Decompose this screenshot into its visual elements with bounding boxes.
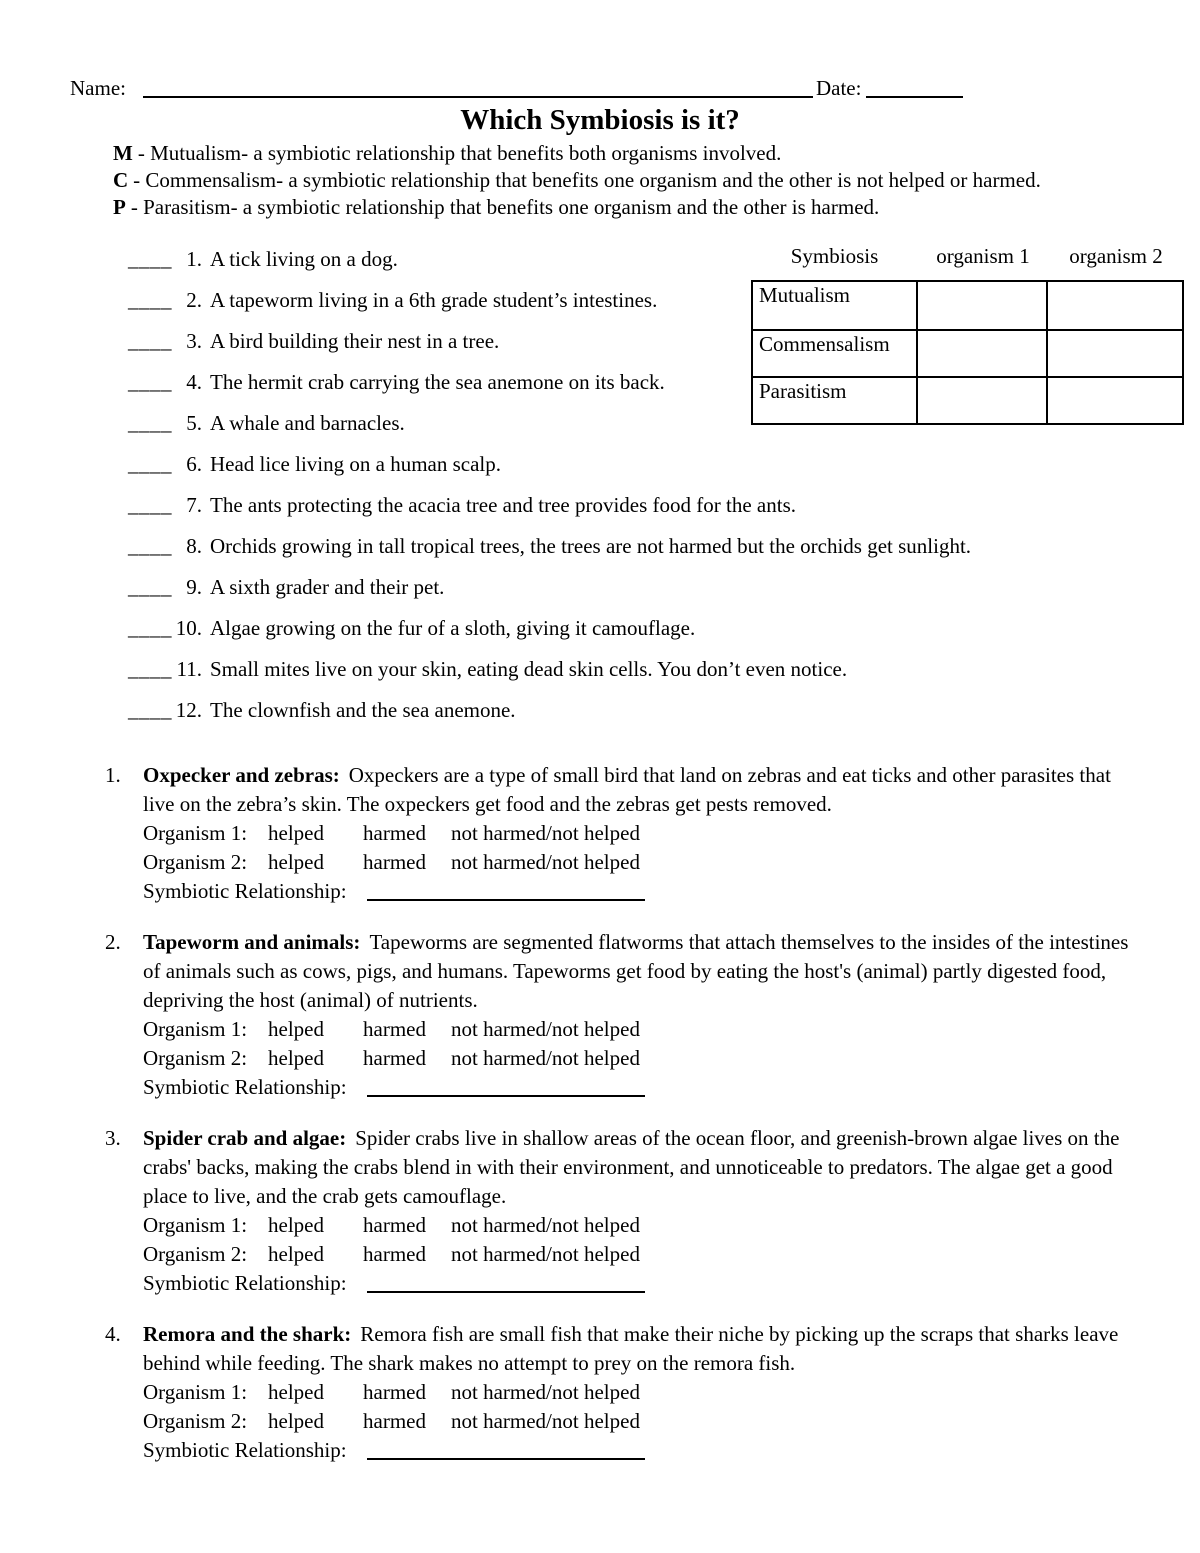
section-text: Remora fish are small fish that make their niche by picking up the scraps that sharks leave behind while feeding. The shark makes no attempt to prey on the remora fish. <box>143 1322 1119 1375</box>
organism-1-label: Organism 1: <box>143 1017 248 1041</box>
section-text: Tapeworms are segmented flatworms that attach themselves to the insides of the intestines of animals such as cows, pigs, and humans. Tapeworms get food by eating the host's (animal) partly digested food, depriving the host (animal) of nutrients. <box>143 930 1129 1012</box>
organism-1-label: Organism 1: <box>143 1380 248 1404</box>
symbiosis-table-headers <box>751 243 1184 269</box>
item-text: The ants protecting the acacia tree and tree provides food for the ants. <box>210 493 797 517</box>
section-text: Spider crabs live in shallow areas of the ocean floor, and greenish-brown algae lives on the crabs' backs, making the crabs blend in with their environment, and unnoticeable to predators. The algae get a good place to live, and the crab gets camouflage. <box>143 1126 1120 1208</box>
item-text: Small mites live on your skin, eating dead skin cells. You don’t even notice. <box>210 657 848 681</box>
table-header-organism-2: organism 2 <box>1069 244 1163 268</box>
organism-2-label: Organism 2: <box>143 1409 248 1433</box>
item-number: 5. <box>186 411 202 435</box>
table-cell-mutualism-organism-2[interactable] <box>1048 282 1182 329</box>
table-row-label-parasitism: Parasitism <box>753 378 918 423</box>
organism-2-label: Organism 2: <box>143 850 248 874</box>
table-cell-parasitism-organism-1[interactable] <box>918 378 1048 423</box>
name-input-line[interactable] <box>143 82 813 98</box>
matching-item <box>128 452 1130 477</box>
section-title: Tapeworm and animals: <box>143 930 361 954</box>
matching-item <box>128 493 1130 518</box>
answer-blank[interactable]: ____ <box>128 575 172 599</box>
definition-commensalism <box>113 167 1130 194</box>
item-text: Orchids growing in tall tropical trees, the trees are not harmed but the orchids get sunlight. <box>210 534 972 558</box>
symbiotic-relationship-blank[interactable] <box>367 1277 645 1293</box>
organism-2-row <box>143 1240 1130 1269</box>
choice-harmed[interactable]: harmed <box>363 1213 426 1237</box>
symbiotic-relationship-blank[interactable] <box>367 885 645 901</box>
symbiotic-relationship-blank[interactable] <box>367 1081 645 1097</box>
organism-2-label: Organism 2: <box>143 1046 248 1070</box>
organism-2-label: Organism 2: <box>143 1242 248 1266</box>
definition-mutualism <box>113 140 1130 167</box>
answer-blank[interactable]: ____ <box>128 657 172 681</box>
symbiosis-table <box>751 243 1184 425</box>
section-number: 4. <box>105 1322 121 1346</box>
definition-text-mutualism: - Mutualism- a symbiotic relationship that benefits both organisms involved. <box>137 141 782 165</box>
scenario-sections <box>105 761 1130 1465</box>
section-title: Oxpecker and zebras: <box>143 763 340 787</box>
answer-blank[interactable]: ____ <box>128 329 172 353</box>
choice-not-harmed-not-helped[interactable]: not harmed/not helped <box>451 1409 640 1433</box>
matching-item <box>128 616 1130 641</box>
table-row-label-mutualism: Mutualism <box>753 282 918 329</box>
choice-helped[interactable]: helped <box>268 821 324 845</box>
organism-1-row <box>143 1015 1130 1044</box>
section-number: 1. <box>105 763 121 787</box>
section-paragraph <box>143 928 1130 1015</box>
answer-blank[interactable]: ____ <box>128 698 172 722</box>
item-text: Head lice living on a human scalp. <box>210 452 501 476</box>
item-text: Algae growing on the fur of a sloth, giving it camouflage. <box>210 616 696 640</box>
definition-text-parasitism: - Parasitism- a symbiotic relationship that benefits one organism and the other is harmed. <box>130 195 880 219</box>
section-text: Oxpeckers are a type of small bird that land on zebras and eat ticks and other parasites that live on the zebra’s skin. The oxpeckers get food and the zebras get pests removed. <box>143 763 1111 816</box>
item-number: 6. <box>186 452 202 476</box>
item-number: 3. <box>186 329 202 353</box>
definition-letter-m: M <box>113 141 133 165</box>
definitions <box>113 140 1130 221</box>
name-label: Name: <box>70 76 126 100</box>
item-number: 12. <box>175 698 202 722</box>
symbiotic-relationship-label: Symbiotic Relationship: <box>143 879 347 903</box>
symbiotic-relationship-label: Symbiotic Relationship: <box>143 1271 347 1295</box>
definition-text-commensalism: - Commensalism- a symbiotic relationship that benefits one organism and the other is not helped or harmed. <box>133 168 1041 192</box>
table-cell-parasitism-organism-2[interactable] <box>1048 378 1182 423</box>
section-oxpecker-zebras <box>105 761 1130 906</box>
item-text: The hermit crab carrying the sea anemone on its back. <box>210 370 665 394</box>
symbiotic-relationship-row <box>143 1073 1130 1102</box>
choice-not-harmed-not-helped[interactable]: not harmed/not helped <box>451 821 640 845</box>
organism-2-row <box>143 848 1130 877</box>
item-text: A bird building their nest in a tree. <box>210 329 500 353</box>
choice-harmed[interactable]: harmed <box>363 1046 426 1070</box>
item-number: 7. <box>186 493 202 517</box>
organism-1-label: Organism 1: <box>143 1213 248 1237</box>
date-input-line[interactable] <box>866 82 963 98</box>
section-paragraph <box>143 761 1130 819</box>
section-spider-crab-algae <box>105 1124 1130 1298</box>
organism-1-label: Organism 1: <box>143 821 248 845</box>
choice-harmed[interactable]: harmed <box>363 1242 426 1266</box>
choice-not-harmed-not-helped[interactable]: not harmed/not helped <box>451 1242 640 1266</box>
choice-not-harmed-not-helped[interactable]: not harmed/not helped <box>451 1017 640 1041</box>
name-date-row <box>70 75 1130 101</box>
item-number: 8. <box>186 534 202 558</box>
choice-harmed[interactable]: harmed <box>363 1380 426 1404</box>
symbiosis-table-grid <box>751 280 1184 425</box>
section-tapeworm-animals <box>105 928 1130 1102</box>
choice-helped[interactable]: helped <box>268 1409 324 1433</box>
answer-blank[interactable]: ____ <box>128 452 172 476</box>
choice-not-harmed-not-helped[interactable]: not harmed/not helped <box>451 850 640 874</box>
choice-harmed[interactable]: harmed <box>363 1409 426 1433</box>
answer-blank[interactable]: ____ <box>128 247 172 271</box>
matching-item <box>128 575 1130 600</box>
definition-letter-c: C <box>113 168 129 192</box>
item-text: The clownfish and the sea anemone. <box>210 698 516 722</box>
choice-helped[interactable]: helped <box>268 1380 324 1404</box>
section-paragraph <box>143 1124 1130 1211</box>
choice-helped[interactable]: helped <box>268 1017 324 1041</box>
page-title: Which Symbiosis is it? <box>460 104 740 136</box>
section-remora-shark <box>105 1320 1130 1465</box>
answer-blank[interactable]: ____ <box>128 370 172 394</box>
choice-harmed[interactable]: harmed <box>363 850 426 874</box>
item-number: 9. <box>186 575 202 599</box>
section-number: 2. <box>105 930 121 954</box>
answer-blank[interactable]: ____ <box>128 493 172 517</box>
item-number: 4. <box>186 370 202 394</box>
matching-item <box>128 534 1130 559</box>
item-text: A tick living on a dog. <box>210 247 398 271</box>
table-row <box>753 282 1182 329</box>
answer-blank[interactable]: ____ <box>128 411 172 435</box>
matching-item <box>128 698 1130 723</box>
item-text: A sixth grader and their pet. <box>210 575 445 599</box>
table-header-organism-1: organism 1 <box>936 244 1030 268</box>
symbiotic-relationship-row <box>143 877 1130 906</box>
organism-2-row <box>143 1407 1130 1436</box>
table-cell-mutualism-organism-1[interactable] <box>918 282 1048 329</box>
choice-helped[interactable]: helped <box>268 1046 324 1070</box>
choice-not-harmed-not-helped[interactable]: not harmed/not helped <box>451 1046 640 1070</box>
table-cell-commensalism-organism-2[interactable] <box>1048 331 1182 376</box>
symbiotic-relationship-label: Symbiotic Relationship: <box>143 1075 347 1099</box>
organism-2-row <box>143 1044 1130 1073</box>
item-number: 11. <box>176 657 202 681</box>
definition-parasitism <box>113 194 1130 221</box>
choice-helped[interactable]: helped <box>268 1213 324 1237</box>
organism-1-row <box>143 1211 1130 1240</box>
item-number: 10. <box>175 616 202 640</box>
section-title: Spider crab and algae: <box>143 1126 347 1150</box>
table-row <box>753 376 1182 423</box>
organism-1-row <box>143 819 1130 848</box>
choice-harmed[interactable]: harmed <box>363 821 426 845</box>
symbiotic-relationship-blank[interactable] <box>367 1444 645 1460</box>
section-title: Remora and the shark: <box>143 1322 352 1346</box>
answer-blank[interactable]: ____ <box>128 616 172 640</box>
section-paragraph <box>143 1320 1130 1378</box>
table-cell-commensalism-organism-1[interactable] <box>918 331 1048 376</box>
choice-not-harmed-not-helped[interactable]: not harmed/not helped <box>451 1213 640 1237</box>
table-row-label-commensalism: Commensalism <box>753 331 918 376</box>
symbiotic-relationship-row <box>143 1269 1130 1298</box>
answer-blank[interactable]: ____ <box>128 288 172 312</box>
choice-not-harmed-not-helped[interactable]: not harmed/not helped <box>451 1380 640 1404</box>
item-number: 2. <box>186 288 202 312</box>
definition-letter-p: P <box>113 195 126 219</box>
item-text: A tapeworm living in a 6th grade student’s intestines. <box>210 288 658 312</box>
table-row <box>753 329 1182 376</box>
choice-helped[interactable]: helped <box>268 850 324 874</box>
choice-harmed[interactable]: harmed <box>363 1017 426 1041</box>
date-label: Date: <box>815 76 862 100</box>
section-number: 3. <box>105 1126 121 1150</box>
symbiotic-relationship-label: Symbiotic Relationship: <box>143 1438 347 1462</box>
answer-blank[interactable]: ____ <box>128 534 172 558</box>
item-text: A whale and barnacles. <box>210 411 405 435</box>
symbiotic-relationship-row <box>143 1436 1130 1465</box>
item-number: 1. <box>186 247 202 271</box>
organism-1-row <box>143 1378 1130 1407</box>
matching-item <box>128 657 1130 682</box>
table-header-symbiosis: Symbiosis <box>790 244 879 268</box>
choice-helped[interactable]: helped <box>268 1242 324 1266</box>
